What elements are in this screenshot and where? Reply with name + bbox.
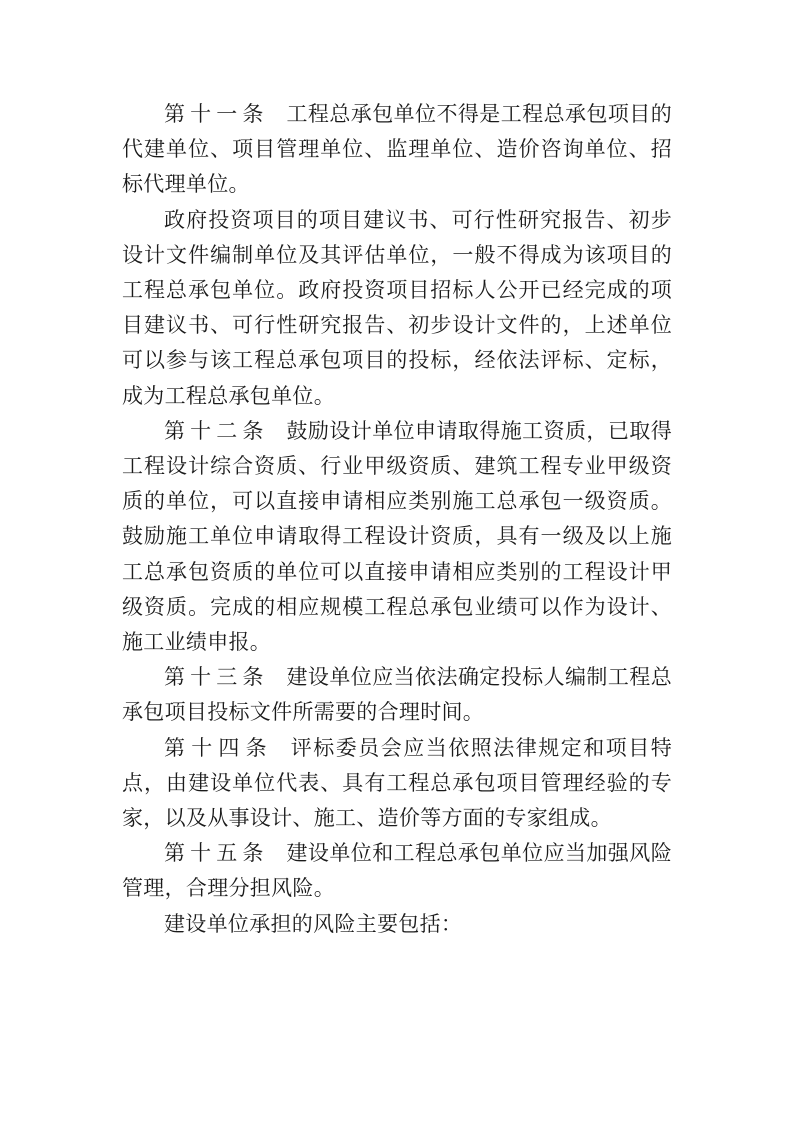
article-number: 第十五条 — [164, 841, 269, 866]
paragraph-article-13 — [122, 660, 672, 730]
paragraph-text: 建设单位应当依法确定投标人编制工程总承包项目投标文件所需要的合理时间。 — [122, 665, 672, 725]
document-page — [122, 97, 672, 942]
paragraph-text: 鼓励设计单位申请取得施工资质，已取得工程设计综合资质、行业甲级资质、建筑工程专业甲级资质的单位，可以直接申请相应类别施工总承包一级资质。鼓励施工单位申请取得工程设计资质，具有一级及以上施工总承包资质的单位可以直接申请相应类别的工程设计甲级资质。完成的相应规模工程总承包业绩可以作为设计、施工业绩申报。 — [122, 418, 672, 655]
paragraph-text: 建设单位承担的风险主要包括： — [164, 911, 463, 936]
paragraph-text: 工程总承包单位不得是工程总承包项目的代建单位、项目管理单位、监理单位、造价咨询单位、招标代理单位。 — [122, 102, 672, 197]
paragraph-text: 建设单位和工程总承包单位应当加强风险管理，合理分担风险。 — [122, 841, 672, 901]
article-number: 第十二条 — [164, 418, 269, 443]
article-number: 第十四条 — [164, 735, 273, 760]
paragraph-article-11 — [122, 97, 672, 203]
paragraph-text: 政府投资项目的项目建议书、可行性研究报告、初步设计文件编制单位及其评估单位，一般不得成为该项目的工程总承包单位。政府投资项目招标人公开已经完成的项目建议书、可行性研究报告、初步设计文件的，上述单位可以参与该工程总承包项目的投标，经依法评标、定标，成为工程总承包单位。 — [122, 207, 672, 408]
article-number: 第十一条 — [164, 102, 269, 126]
paragraph-article-15 — [122, 836, 672, 906]
paragraph-owner-risks — [122, 907, 672, 942]
paragraph-article-14 — [122, 731, 672, 837]
paragraph-government-investment — [122, 203, 672, 414]
paragraph-text: 评标委员会应当依照法律规定和项目特点，由建设单位代表、具有工程总承包项目管理经验的专家，以及从事设计、施工、造价等方面的专家组成。 — [122, 735, 672, 831]
article-number: 第十三条 — [164, 665, 269, 690]
paragraph-article-12 — [122, 414, 672, 660]
